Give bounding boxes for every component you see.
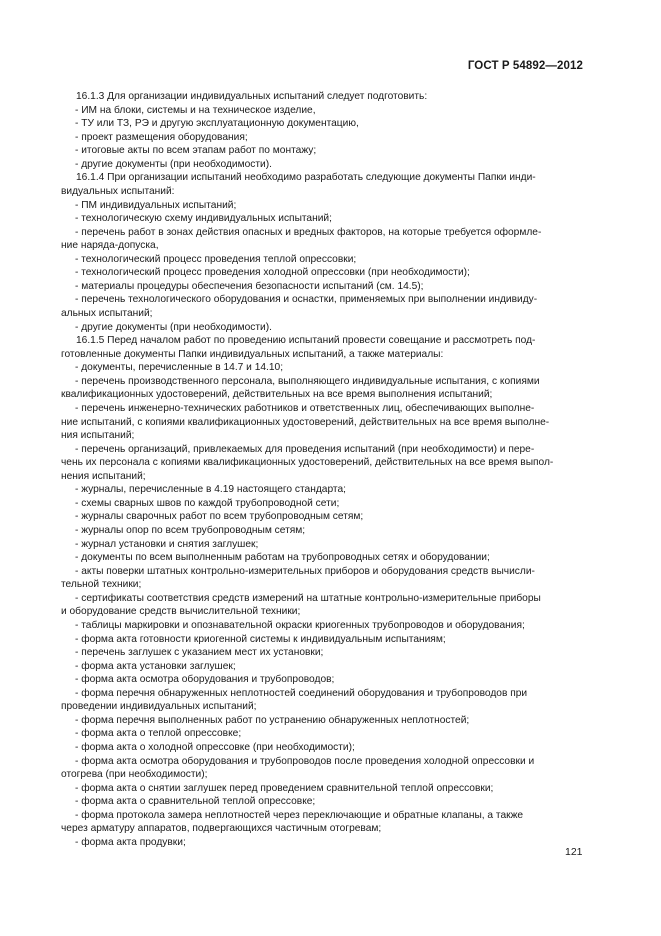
list-item-line: - форма перечня выполненных работ по устранению обнаруженных неплотностей;	[75, 714, 470, 726]
list-item-line: - ПМ индивидуальных испытаний;	[75, 199, 237, 211]
list-item-line: - форма акта готовности криогенной системы к индивидуальным испытаниям;	[75, 633, 446, 645]
list-item-line: - форма акта осмотра оборудования и трубопроводов после проведения холодной опрессовки и	[75, 755, 535, 767]
text-line: через арматуру аппаратов, подвергающихся частичным отогревам;	[61, 823, 382, 835]
clause-line: 16.1.3 Для организации индивидуальных испытаний следует подготовить:	[76, 91, 428, 102]
list-item-line: - технологический процесс проведения теплой опрессовки;	[75, 253, 357, 265]
clause-line: 16.1.4 При организации испытаний необходимо разработать следующие документы Папки инди-	[76, 172, 536, 184]
page-number: 121	[565, 846, 583, 858]
list-item-line: - технологическую схему индивидуальных испытаний;	[75, 213, 332, 225]
list-item-line: - итоговые акты по всем этапам работ по монтажу;	[75, 145, 317, 157]
list-item-line: - перечень технологического оборудования и оснастки, применяемых при выполнении индивиду-	[75, 294, 538, 306]
list-item-line: - ТУ или ТЗ, РЭ и другую эксплуатационную документацию,	[75, 118, 359, 130]
list-item-line: - форма акта осмотра оборудования и трубопроводов;	[75, 674, 335, 686]
list-item-line: - документы, перечисленные в 14.7 и 14.10;	[75, 362, 284, 374]
list-item-line: - форма перечня обнаруженных неплотностей соединений оборудования и трубопроводов при	[75, 687, 528, 699]
text-line: ние наряда-допуска,	[61, 240, 159, 252]
list-item-line: - другие документы (при необходимости).	[75, 158, 272, 170]
text-line: тельной техники;	[61, 579, 142, 591]
list-item-line: - другие документы (при необходимости).	[75, 321, 272, 333]
list-item-line: - журналы опор по всем трубопроводным сетям;	[75, 525, 306, 536]
list-item-line: - перечень организаций, привлекаемых для проведения испытаний (при необходимости) и пере-	[75, 443, 535, 455]
document-header-code: ГОСТ Р 54892—2012	[467, 60, 583, 72]
text-line: чень их персонала с копиями квалификационных удостоверений, действительных на все время выпол-	[61, 457, 554, 469]
list-item-line: - форма акта о сравнительной теплой опрессовке;	[75, 796, 316, 808]
text-line: ния испытаний;	[61, 430, 135, 442]
list-item-line: - схемы сварных швов по каждой трубопроводной сети;	[75, 497, 340, 509]
list-item-line: - ИМ на блоки, системы и на техническое изделие,	[75, 104, 316, 116]
list-item-line: - акты поверки штатных контрольно-измерительных приборов и оборудования средств вычисли-	[75, 565, 535, 577]
list-item-line: - сертификаты соответствия средств измерений на штатные контрольно-измерительные приборы	[75, 592, 541, 604]
text-line: проведении индивидуальных испытаний;	[61, 701, 257, 713]
list-item-line: - технологический процесс проведения холодной опрессовки (при необходимости);	[75, 267, 470, 279]
text-line: ние испытаний, с копиями квалификационных удостоверений, действительных на все время выполне-	[61, 416, 550, 428]
list-item-line: - форма акта установки заглушек;	[75, 660, 236, 672]
list-item-line: - таблицы маркировки и опознавательной окраски криогенных трубопроводов и оборудования;	[75, 619, 525, 631]
list-item-line: - материалы процедуры обеспечения безопасности испытаний (см. 14.5);	[75, 280, 424, 292]
list-item-line: - журналы сварочных работ по всем трубопроводным сетям;	[75, 511, 364, 523]
text-line: готовленные документы Папки индивидуальных испытаний, а также материалы:	[61, 348, 444, 360]
text-line: видуальных испытаний:	[61, 185, 175, 197]
list-item-line: - форма акта о теплой опрессовке;	[75, 728, 242, 740]
text-line: отогрева (при необходимости);	[61, 769, 208, 781]
list-item-line: - форма протокола замера неплотностей через переключающие и обратные клапаны, а также	[75, 809, 524, 821]
list-item-line: - форма акта о холодной опрессовке (при необходимости);	[75, 742, 355, 753]
list-item-line: - журнал установки и снятия заглушек;	[75, 538, 259, 550]
list-item-line: - перечень производственного персонала, выполняющего индивидуальные испытания, с копиями	[75, 375, 540, 387]
document-body	[61, 90, 581, 850]
list-item-line: - форма акта о снятии заглушек перед проведением сравнительной теплой опрессовки;	[75, 782, 494, 794]
list-item-line: - форма акта продувки;	[75, 836, 186, 848]
text-line: и оборудование средств вычислительной техники;	[61, 606, 301, 618]
list-item-line: - журналы, перечисленные в 4.19 настоящего стандарта;	[75, 484, 346, 496]
list-item-line: - документы по всем выполненным работам на трубопроводных сетях и оборудовании;	[75, 552, 490, 564]
list-item-line: - проект размещения оборудования;	[75, 131, 248, 143]
text-line: квалификационных удостоверений, действительных на все время выполнения испытаний;	[61, 389, 493, 401]
text-line: альных испытаний;	[61, 308, 153, 319]
text-line: нения испытаний;	[61, 470, 146, 482]
list-item-line: - перечень инженерно-технических работников и ответственных лиц, обеспечивающих выполне-	[75, 402, 535, 414]
list-item-line: - перечень работ в зонах действия опасных и вредных факторов, на которые требуется оформле-	[75, 226, 542, 238]
clause-line: 16.1.5 Перед началом работ по проведению испытаний провести совещание и рассмотреть под-	[76, 335, 536, 347]
list-item-line: - перечень заглушек с указанием мест их установки;	[75, 647, 324, 659]
